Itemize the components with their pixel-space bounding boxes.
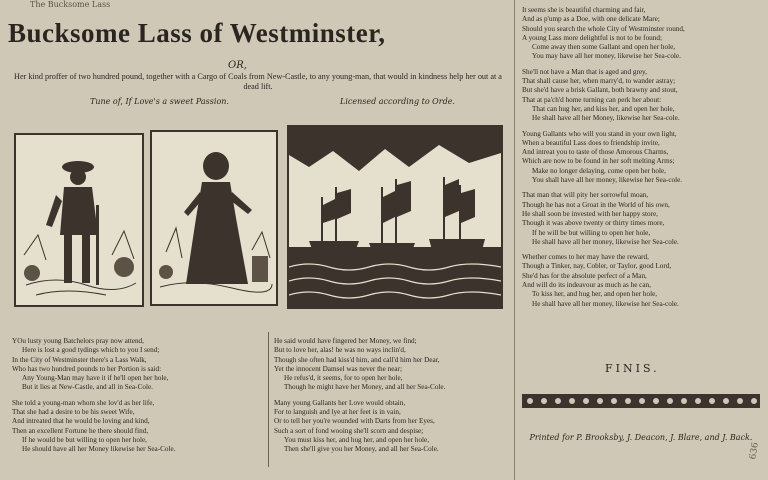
verse-line: She'd has for the absolute perfect of a Man,: [522, 271, 647, 280]
title-or: OR,: [228, 60, 247, 71]
verse-line: Any Young-Man may have it if he'll open her hole,: [22, 374, 169, 383]
verse-line: That she had a desire to be his sweet Wife,: [12, 408, 135, 417]
verse-line: That shall cause her, when marry'd, to wander astray;: [522, 77, 676, 86]
finis-text: FINIS.: [605, 362, 660, 375]
licensed-line: Licensed according to Orde.: [340, 97, 455, 106]
verse-line: Young Gallants who will you stand in your own light,: [522, 129, 677, 138]
verse-line: In the City of Westminster there's a Lass Walk,: [12, 355, 147, 364]
verse-line: It seems she is beautiful charming and fair,: [522, 6, 646, 14]
verse-line: If he would be but willing to open her hole,: [22, 435, 147, 444]
stanza: [522, 191, 685, 247]
verse-line: And as p'ump as a Doe, with one delicate Mare;: [522, 15, 660, 24]
verse-line: You shall have all her money, likewise her Sea-cole.: [532, 176, 683, 185]
stanza: [12, 337, 176, 393]
verse-line: YOu lusty young Batchelors pray now attend,: [12, 337, 144, 345]
verse-line: That can hug her, and kiss her, and open her hole,: [532, 104, 675, 113]
verse-line: Should you search the whole City of Westminster round,: [522, 24, 685, 33]
verse-line: Though he has not a Groat in the World of his own,: [522, 200, 670, 209]
middle-verse-column: [274, 337, 445, 461]
verse-line: Yet the innocent Damsel was never the near;: [274, 364, 403, 373]
verse-line: But she'd have a brisk Gallant, both brawny and stout,: [522, 86, 678, 95]
verse-line: Here is lost a good tydings which to you I send;: [22, 346, 160, 355]
stanza: [522, 130, 685, 186]
ballad-subtitle: Her kind proffer of two hundred pound, together with a Cargo of Coals from New-Castle, to any young-man, that would in kindness help her out at a dead lift.: [14, 72, 502, 91]
verse-line: Though a Tinker, nay, Cobler, or Taylor, good Lord,: [522, 262, 672, 271]
verse-line: You may have all her money, likewise her Sea-cole.: [532, 52, 681, 61]
verse-line: He refus'd, it seems, for to open her hole,: [284, 374, 403, 383]
page-fold-rule: [514, 0, 515, 480]
verse-line: Come away then some Gallant and open her hole,: [532, 43, 676, 52]
verse-line: And intreated that he would be loving and kind,: [12, 417, 150, 426]
verse-line: Such a sort of fond wooing she'll scorn and despise;: [274, 426, 424, 435]
verse-line: But it lies at New-Castle, and all in Sea-Cole.: [22, 383, 153, 392]
verse-line: He shall have all her money, likewise her Sea-cole.: [532, 237, 679, 246]
verse-line: A young Lass more delightful is not to be found;: [522, 33, 662, 42]
ornamental-border: [522, 394, 760, 408]
verse-line: Then an excellent Fortune he there should find,: [12, 426, 149, 435]
left-verse-column: [12, 337, 176, 461]
verse-line: He should have all her Money likewise her Sea-Cole.: [22, 445, 176, 454]
verse-line: Though it was above twenty or thirty times more,: [522, 219, 665, 228]
verse-line: Then she'll give you her Money, and all her Sea-Cole.: [284, 445, 439, 454]
stanza: [522, 68, 685, 124]
verse-line: For to languish and lye at her feet is in vain,: [274, 408, 401, 417]
verse-line: To kiss her, and hug her, and open her hole,: [532, 290, 658, 299]
ballad-title: Bucksome Lass of Westminster,: [8, 18, 386, 48]
verse-line: He shall have all her Money, likewise her Sea-cole.: [532, 114, 680, 123]
verse-line: When a beautiful Lass does to friendship invite,: [522, 138, 660, 147]
woman-standing-woodcut: [150, 130, 278, 306]
verse-line: Though she often had kiss'd him, and call'd him her Dear,: [274, 355, 440, 364]
verse-line: That at pa'ch'd home turning can perk her about:: [522, 95, 662, 104]
verse-line: If he will be but willing to open her hole,: [532, 228, 651, 237]
top-fragment-text: The Bucksome Lass: [30, 0, 111, 9]
verse-line: She told a young-man whom she lov'd as her life,: [12, 398, 155, 407]
stanza: [522, 6, 685, 62]
verse-line: You must kiss her, and hug her, and open her hole,: [284, 435, 430, 444]
verse-line: And will do its indeavour as much as he can,: [522, 281, 651, 290]
verse-line: Which are now to be found in her soft melting Arms;: [522, 157, 675, 166]
verse-line: He said would have fingered her Money, we find;: [274, 337, 417, 345]
verse-line: Whether comes to her may have the reward,: [522, 253, 649, 262]
verse-line: And intreat you to taste of those Amorous Charms,: [522, 148, 669, 157]
stanza: [522, 253, 685, 309]
tune-line: Tune of, If Love's a sweet Passion.: [90, 97, 229, 106]
stanza: [274, 399, 445, 455]
verse-line: She'll not have a Man that is aged and grey,: [522, 67, 647, 76]
verse-line: But to love her, alas! he was no ways inclin'd,: [274, 346, 406, 355]
printer-imprint: Printed for P. Brooksby, J. Deacon, J. Blare, and J. Back.: [529, 433, 753, 442]
verse-line: Make no longer delaying, come open her hole,: [532, 166, 666, 175]
verse-line: Who has two hundred pounds to her Portion is said:: [12, 364, 162, 373]
verse-line: Though he might have her Money, and all her Sea-Cole.: [284, 383, 446, 392]
right-verse-column: [522, 6, 685, 315]
stanza: [274, 337, 445, 393]
verse-line: That man that will pity her sorrowful moan,: [522, 191, 649, 200]
verse-line: Or to tell her you're wounded with Darts from her Eyes,: [274, 417, 435, 426]
page-number: 636: [748, 441, 762, 461]
column-divider: [268, 332, 269, 467]
stanza: [12, 399, 176, 455]
verse-line: Many young Gallants her Love would obtain,: [274, 398, 406, 407]
verse-line: He shall soon be invested with her happy store,: [522, 209, 658, 218]
man-standing-woodcut: [14, 133, 144, 307]
verse-line: He shall have all her money, likewise her Sea-cole.: [532, 299, 679, 308]
ships-at-sea-woodcut: [287, 125, 503, 309]
